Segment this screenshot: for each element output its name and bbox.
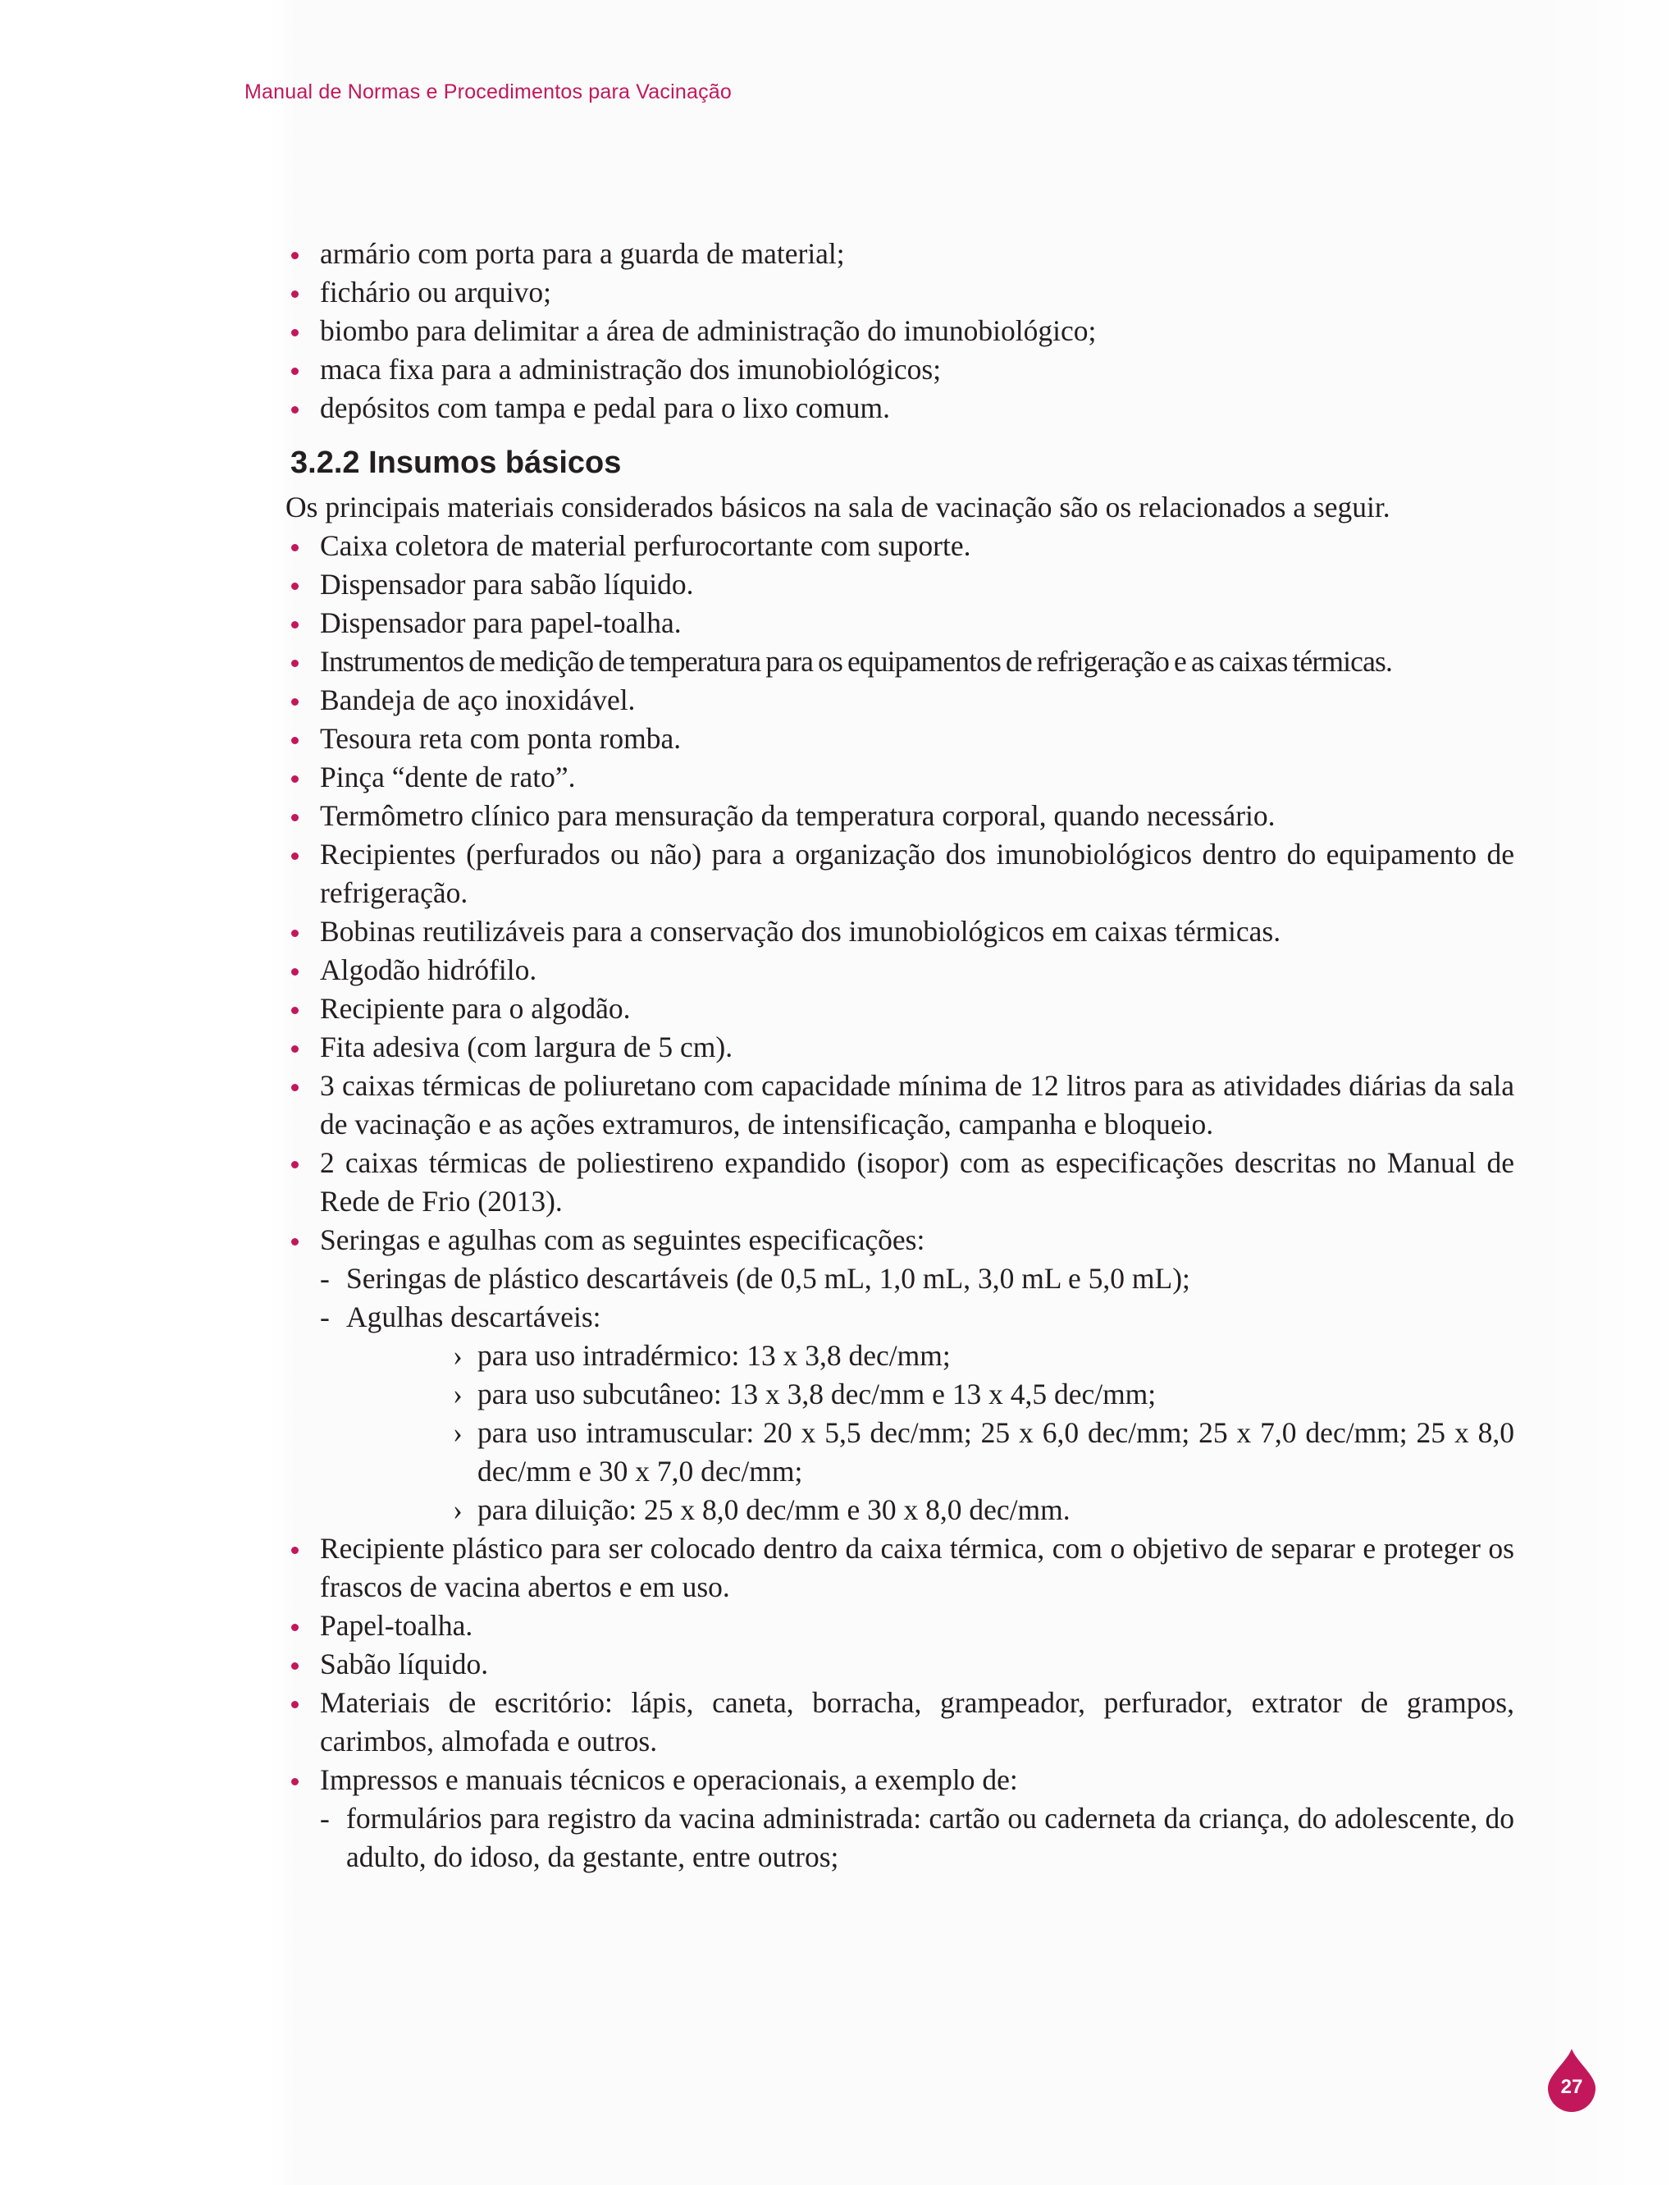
- supply-item: Sabão líquido.: [285, 1645, 1514, 1684]
- supply-item: Bandeja de aço inoxidável.: [285, 681, 1514, 720]
- printed-forms-sublist: [285, 1799, 1514, 1876]
- supply-item: Recipiente plástico para ser colocado dentro da caixa térmica, com o objetivo de separar e proteger os frascos de vacina abertos e em uso.: [285, 1529, 1514, 1607]
- supply-item: 2 caixas térmicas de poliestireno expandido (isopor) com as especificações descritas no Manual de Rede de Frio (2013).: [285, 1144, 1514, 1221]
- supply-item: Dispensador para papel-toalha.: [285, 604, 1514, 642]
- equipment-item: fichário ou arquivo;: [285, 273, 1514, 312]
- supply-item: 3 caixas térmicas de poliuretano com capacidade mínima de 12 litros para as atividades diárias da sala de vacinação e as ações extramuros, de intensificação, campanha e bloqueio.: [285, 1067, 1514, 1144]
- needle-spec-list: [285, 1337, 1514, 1529]
- supply-item: Recipientes (perfurados ou não) para a organização dos imunobiológicos dentro do equipamento de refrigeração.: [285, 835, 1514, 912]
- section-title: 3.2.2 Insumos básicos: [290, 446, 622, 480]
- running-header: Manual de Normas e Procedimentos para Vacinação: [244, 80, 732, 103]
- supply-item: Instrumentos de medição de temperatura para os equipamentos de refrigeração e as caixas térmicas.: [285, 642, 1514, 681]
- supply-item: Dispensador para sabão líquido.: [285, 565, 1514, 604]
- supply-item: Recipiente para o algodão.: [285, 990, 1514, 1028]
- section-intro: Os principais materiais considerados básicos na sala de vacinação são os relacionados a seguir.: [285, 491, 1390, 523]
- supplies-list: [285, 527, 1514, 1259]
- page-content: [285, 235, 1514, 1876]
- needle-spec: › para uso intramuscular: 20 x 5,5 dec/mm; 25 x 6,0 dec/mm; 25 x 7,0 dec/mm; 25 x 8,0 dec/mm e 30 x 7,0 dec/mm;: [285, 1414, 1514, 1491]
- supply-item: Impressos e manuais técnicos e operacionais, a exemplo de:: [285, 1761, 1514, 1799]
- supply-item: Termômetro clínico para mensuração da temperatura corporal, quando necessário.: [285, 797, 1514, 835]
- supply-item: Papel-toalha.: [285, 1607, 1514, 1645]
- equipment-item: biombo para delimitar a área de administração do imunobiológico;: [285, 312, 1514, 350]
- equipment-item: maca fixa para a administração dos imunobiológicos;: [285, 350, 1514, 389]
- page-number: 27: [1560, 2076, 1583, 2098]
- supply-item: Fita adesiva (com largura de 5 cm).: [285, 1028, 1514, 1067]
- equipment-item: depósitos com tampa e pedal para o lixo comum.: [285, 389, 1514, 427]
- supply-item: Pinça “dente de rato”.: [285, 758, 1514, 797]
- supply-item: Seringas e agulhas com as seguintes especificações:: [285, 1221, 1514, 1259]
- supply-item: Bobinas reutilizáveis para a conservação dos imunobiológicos em caixas térmicas.: [285, 912, 1514, 951]
- supply-item: Materiais de escritório: lápis, caneta, borracha, grampeador, perfurador, extrator de grampos, carimbos, almofada e outros.: [285, 1684, 1514, 1761]
- page-number-badge: [1546, 2047, 1597, 2113]
- equipment-item: armário com porta para a guarda de material;: [285, 235, 1514, 273]
- printed-form-item: - formulários para registro da vacina administrada: cartão ou caderneta da criança, do adolescente, do adulto, do idoso, da gestante, entre outros;: [285, 1799, 1514, 1876]
- equipment-list: [285, 235, 1514, 427]
- supply-item: Caixa coletora de material perfurocortante com suporte.: [285, 527, 1514, 565]
- needles-label: - Agulhas descartáveis:: [285, 1298, 1514, 1337]
- needle-spec: › para diluição: 25 x 8,0 dec/mm e 30 x 8,0 dec/mm.: [285, 1491, 1514, 1529]
- supply-item: Tesoura reta com ponta romba.: [285, 720, 1514, 758]
- syringe-spec: - Seringas de plástico descartáveis (de 0,5 mL, 1,0 mL, 3,0 mL e 5,0 mL);: [285, 1259, 1514, 1298]
- syringe-sublist: [285, 1259, 1514, 1337]
- supply-item: Algodão hidrófilo.: [285, 951, 1514, 990]
- needle-spec: › para uso subcutâneo: 13 x 3,8 dec/mm e 13 x 4,5 dec/mm;: [285, 1375, 1514, 1414]
- needle-spec: › para uso intradérmico: 13 x 3,8 dec/mm;: [285, 1337, 1514, 1375]
- supplies-list-continued: [285, 1529, 1514, 1799]
